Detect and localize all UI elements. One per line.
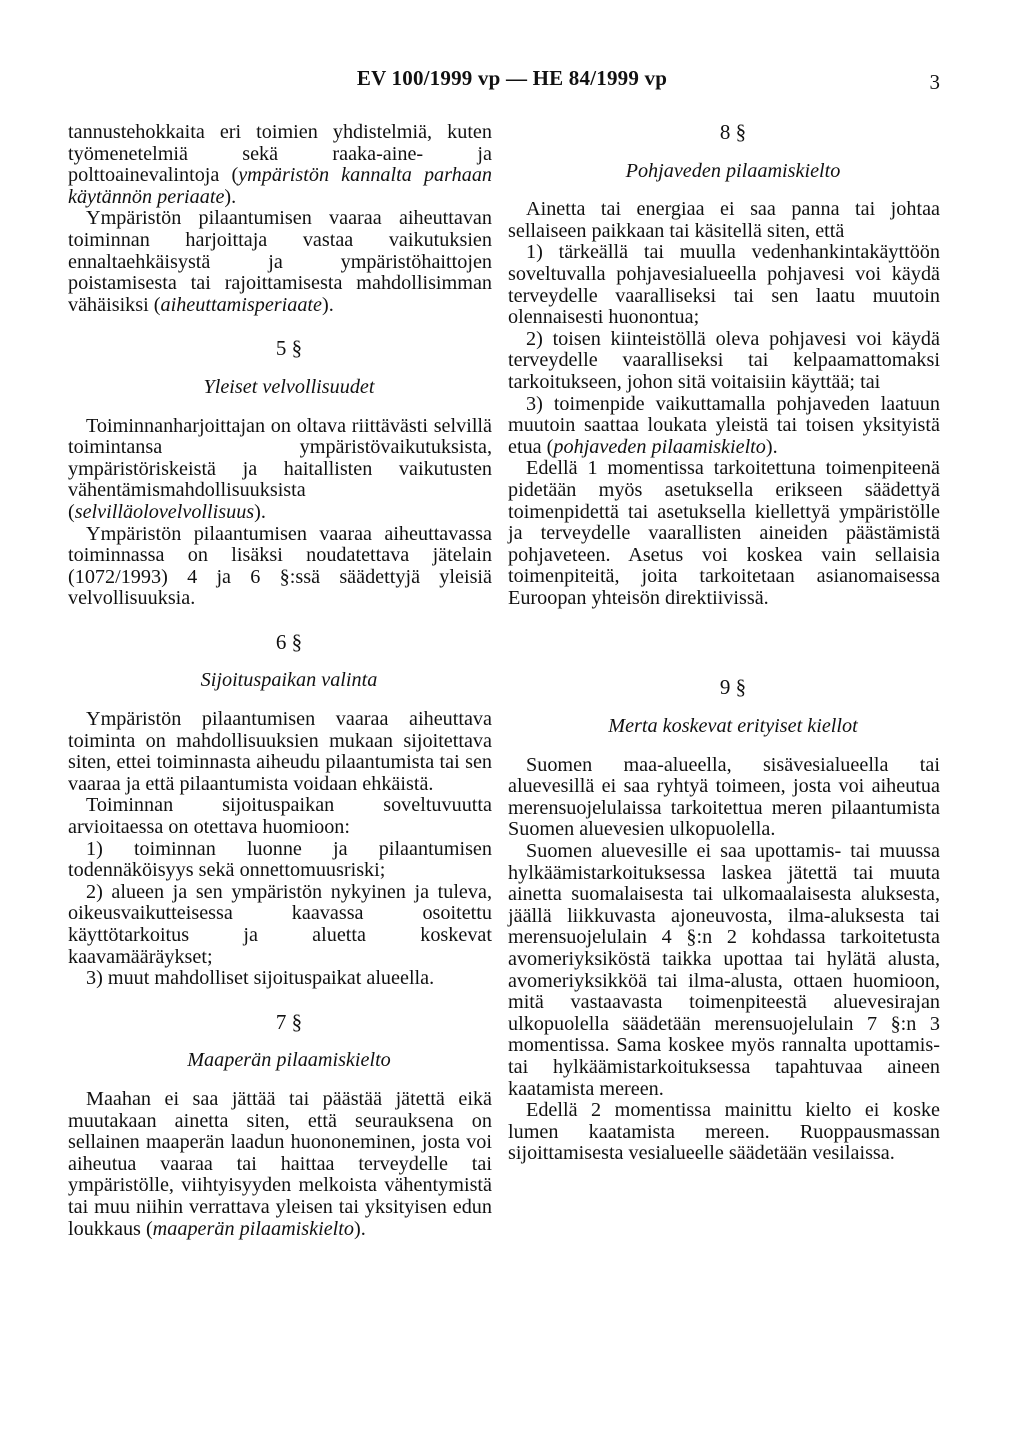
paragraph: Ympäristön pilaantumisen vaaraa aiheuttava toiminta on mahdollisuuksien mukaan sijoitettava siten, ettei toiminnasta aiheudu pilaantumista tai sen vaaraa ja että pilaantumista voidaan ehkäistä. <box>68 708 492 795</box>
section-title: Yleiset velvollisuudet <box>203 375 375 398</box>
paragraph <box>68 122 492 208</box>
left-column <box>68 122 492 1240</box>
paragraph-text: Maahan ei saa jättää tai päästää jätettä eikä muutakaan ainetta siten, että seurauksena on sellainen maaperän laadun huononeminen, josta voi aiheutua vaaraa tai haittaa terveydelle tai ympäristölle, viihtyisyyden melkoista vähentymistä tai muu niihin verrattava yleisen tai yksityisen edun loukkaus ( <box>68 1087 492 1240</box>
section-title: Maaperän pilaamiskielto <box>187 1049 391 1072</box>
paragraph-text: tannustehokkaita eri toimien yhdistelmiä, kuten työmenetelmiä sekä raaka-aine- ja polttoainevalintoja ( <box>68 121 492 187</box>
paragraph: Suomen aluevesille ei saa upottamis- tai muussa hylkäämistarkoituksessa laskea jätettä tai muuta ainetta suomalaisesta tai ulkomaalaisesta aluksesta, jäällä liikkuvasta ajoneuvosta, ilma-aluksesta tai merensuojelulain 4 §:n 2 kohdassa tarkoitetusta avomeriyksiköstä taikka upottaa tai hylätä alusta, avomeriyksikköä tai ilma-alusta, ottaen huomioon, mitä vastaavasta toimenpiteestä aluevesirajan ulkopuolella säädetään merensuojelulain 7 §:n 3 momentissa. Sama koskee myös rannalta upottamis- tai hylkäämistarkoituksessa tapahtuvaa aineen kaatamista mereen. <box>508 840 940 1100</box>
paragraph <box>68 416 492 524</box>
paragraph-end: ). <box>353 1217 366 1240</box>
section-title: Merta koskevat erityiset kiellot <box>608 715 858 738</box>
section-number: 6 § <box>275 629 303 654</box>
paragraph-text: Ympäristön pilaantumisen vaaraa aiheuttavan toiminnan harjoittaja vastaa vaikutuksien ennaltaehkäisystä ja ympäristöhaittojen poistamisesta tai rajoittamisesta mahdollisimman vähäisiksi ( <box>68 207 492 316</box>
paragraph-end: ). <box>765 435 778 458</box>
paragraph: Ainetta tai energiaa ei saa panna tai johtaa sellaiseen paikkaan tai käsitellä siten, että <box>508 198 940 242</box>
paragraph-text: Toiminnanharjoittajan on oltava riittävästi selvillä toimintansa ympäristövaikutuksista, ympäristöriskeistä ja haitallisten vaikutusten vähentämismahdollisuuksista ( <box>68 414 492 523</box>
paragraph-end: ). <box>322 293 334 316</box>
paragraph: Ympäristön pilaantumisen vaaraa aiheuttavassa toiminnassa on lisäksi noudatettava jätelain (1072/1993) 4 ja 6 §:ssä säädettyjä yleisiä velvollisuuksia. <box>68 522 492 610</box>
paragraph: Toiminnan sijoituspaikan soveltuvuutta arvioitaessa on otettava huomioon: <box>68 794 492 839</box>
running-head: EV 100/1999 vp — HE 84/1999 vp <box>356 66 668 90</box>
section-title: Pohjaveden pilaamiskielto <box>625 159 841 182</box>
page-header <box>0 60 1024 100</box>
principle-term: maaperän pilaamiskielto <box>152 1217 354 1240</box>
paragraph-end: ). <box>224 185 237 208</box>
principle-term: selvilläolovelvollisuus <box>74 500 255 523</box>
section-number: 9 § <box>719 675 747 700</box>
list-item: 1) tärkeällä tai muulla vedenhankintakäyttöön soveltuvalla pohjavesialueella pohjavesi voi käydä terveydelle vaaralliseksi tai sen laatu muutoin olennaisesti huonontua; <box>508 241 940 329</box>
section-number: 5 § <box>275 336 303 361</box>
principle-term: aiheuttamisperiaate <box>160 293 322 316</box>
paragraph: Edellä 2 momentissa mainittu kielto ei koske lumen kaatamista mereen. Ruoppausmassan sijoittamisesta vesialueelle säädetään vesilaissa. <box>508 1099 940 1165</box>
page-number: 3 <box>929 70 940 94</box>
list-item: 2) toisen kiinteistöllä oleva pohjavesi voi käydä terveydelle vaaralliseksi tai kelpaamattomaksi tarkoitukseen, johon sitä voitaisiin käyttää; tai <box>508 327 940 393</box>
section-number: 7 § <box>275 1009 303 1034</box>
list-item: 2) alueen ja sen ympäristön nykyinen ja tuleva, oikeusvaikutteisessa kaavassa osoitettu käyttötarkoitus ja aluetta koskevat kaavamääräykset; <box>68 880 492 968</box>
principle-term: ympäristön kannalta parhaan käytännön periaate <box>68 164 493 208</box>
paragraph <box>68 1089 492 1240</box>
list-item: 1) toiminnan luonne ja pilaantumisen todennäköisyys sekä onnettomuusriski; <box>68 837 492 882</box>
section-number: 8 § <box>719 120 747 144</box>
right-column <box>508 122 940 1165</box>
paragraph: Edellä 1 momentissa tarkoitettuna toimenpiteenä pidetään myös asetuksella erikseen säädettyä toimenpidettä tai asetuksella kiellettyä ympäristölle ja terveydelle vaarallisten aineiden päästämistä pohjaveteen. Asetus voi koskea vain sellaisia toimenpiteitä, joita tarkoitetaan asianomaisessa Euroopan yhteisön direktiivissä. <box>508 457 940 609</box>
principle-term: pohjaveden pilaamiskielto <box>553 435 766 458</box>
list-item: 3) muut mahdolliset sijoituspaikat alueella. <box>86 967 435 990</box>
list-item <box>508 394 940 459</box>
paragraph-end: ). <box>254 500 266 523</box>
paragraph-text: 3) toimenpide vaikuttamalla pohjaveden laatuun muutoin saattaa loukata yleistä tai toisen yksityistä etua ( <box>508 392 940 458</box>
section-title: Sijoituspaikan valinta <box>200 669 378 692</box>
paragraph <box>68 208 492 316</box>
paragraph: Suomen maa-alueella, sisävesialueella tai aluevesillä ei saa ryhtyä toimeen, josta voi aiheutua merensuojelulaissa tarkoitettua meren pilaantumista Suomen aluevesien ulkopuolella. <box>508 753 940 841</box>
